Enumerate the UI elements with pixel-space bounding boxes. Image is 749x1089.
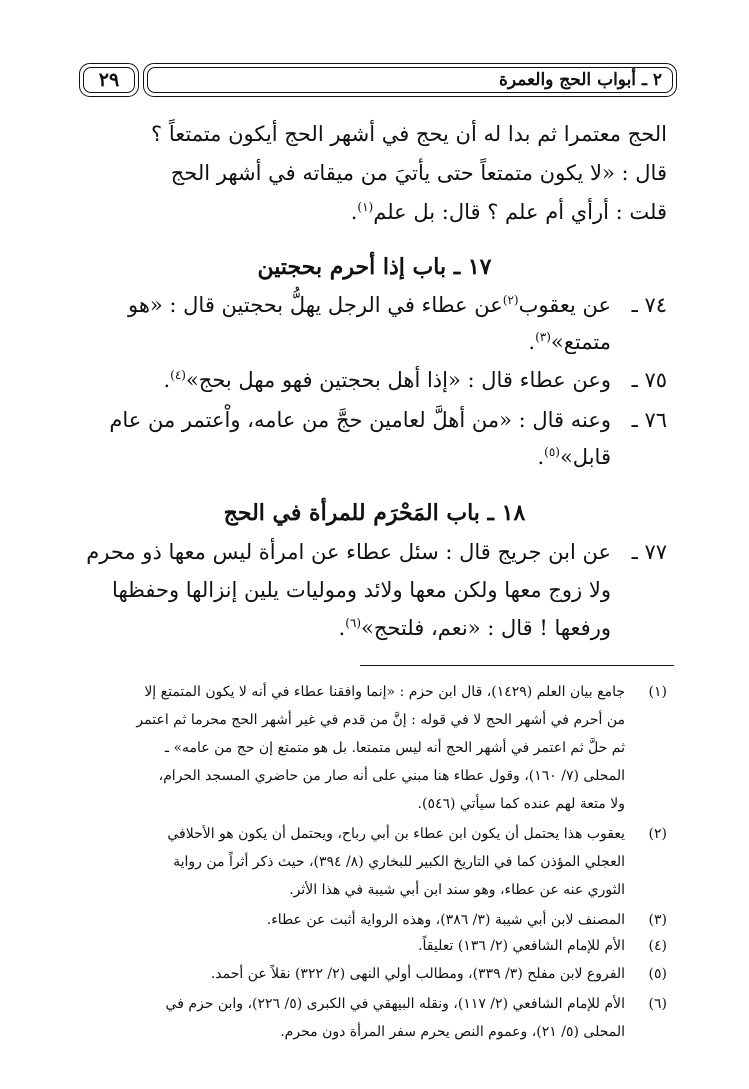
footnote-ref: (٢): [502, 293, 519, 307]
footnote-1-line-1: جامع بيان العلم (١٤٢٩)، قال ابن حزم : «إنما وافقنا عطاء في أنه لا يكون المتمتع إلا: [144, 684, 625, 700]
entry-text: متمتع»: [550, 330, 611, 354]
entry-77-line-2: ولا زوج معها ولكن معها ولائد وموليات يلين إنزالها وحفظها: [112, 578, 611, 602]
entry-74-line-1: [75, 293, 611, 318]
footnote-4-line-1: الأم للإمام الشافعي (٢/ ١٣٦) تعليقاً.: [418, 938, 625, 954]
section-title: ٢ ـ أبواب الحج والعمرة: [498, 70, 662, 90]
footnote-number: (٣): [648, 912, 667, 928]
footnote-number: (٦): [648, 996, 667, 1012]
intro-line-3: قلت : أرأي أم علم ؟ قال: بل علم$^{(١)}$.: [350, 200, 667, 224]
footnote-number: (٢): [648, 826, 667, 842]
footnote-separator: [360, 665, 674, 666]
intro-line-2: قال : «لا يكون متمتعاً حتى يأتيَ من ميقاته في أشهر الحج: [170, 161, 667, 185]
entry-text: وعن عطاء قال : «إذا أهل بحجتين فهو مهل بحج»: [185, 368, 611, 392]
entry-number: ٧٦ ـ: [631, 408, 667, 432]
footnote-ref: (٣): [535, 330, 551, 344]
chapter-heading-18: ١٨ ـ باب المَحْرَم للمرأة في الحج: [223, 500, 526, 526]
entry-77-line-3: ورفعها ! قال : «نعم، فلتحج»$^{(٦)}$.: [338, 616, 611, 640]
entry-75-line-1: وعن عطاء قال : «إذا أهل بحجتين فهو مهل بحج»$^{(٤)}$.: [163, 368, 611, 392]
footnote-2-line-2: العجلي المؤذن كما في التاريخ الكبير للبخاري (٨/ ٣٩٤)، حيث ذكر أثراً من رواية: [173, 854, 625, 870]
footnote-1-line-3: ثم حلَّ ثم اعتمر في أشهر الحج أنه ليس متمتعا. بل هو متمتع إن حج من عامه» ـ: [164, 740, 625, 756]
footnote-2-line-1: يعقوب هذا يحتمل أن يكون ابن عطاء بن أبي رباح، ويحتمل أن يكون هو الأحلافي: [167, 826, 625, 842]
running-header-title: [143, 63, 677, 97]
footnote-1-line-5: ولا متعة لهم عنده كما سيأتي (٥٤٦).: [417, 796, 625, 812]
footnote-ref: (٦): [345, 616, 362, 630]
footnote-ref: (٥): [544, 445, 560, 459]
entry-text: ورفعها ! قال : «نعم، فلتحج»: [361, 616, 611, 640]
footnote-1-line-4: المحلى (٧/ ١٦٠)، وقول عطاء هنا مبني على أنه صار من حاضري المسجد الحرام،: [158, 768, 625, 784]
footnote-number: (٤): [648, 938, 667, 954]
footnote-number: (١): [648, 684, 667, 700]
chapter-heading-17: ١٧ ـ باب إذا أحرم بحجتين: [257, 254, 492, 280]
footnote-5-line-1: الفروع لابن مفلح (٣/ ٣٣٩)، ومطالب أولي النهى (٢/ ٣٢٢) نقلاً عن أحمد.: [210, 966, 625, 982]
entry-text: قابل»: [559, 445, 611, 469]
footnote-number: (٥): [648, 966, 667, 982]
footnote-3-line-1: المصنف لابن أبي شيبة (٣/ ٣٨٦)، وهذه الرواية أثبت عن عطاء.: [266, 912, 625, 928]
entry-number: ٧٧ ـ: [631, 540, 667, 564]
footnote-6-line-2: المحلى (٥/ ٢١)، وعموم النص يحرم سفر المرأة دون محرم.: [280, 1024, 625, 1040]
footnote-ref: (٤): [170, 368, 186, 382]
page-number-box: [79, 63, 139, 97]
entry-text: عن يعقوب: [518, 293, 611, 317]
entry-text: عن عطاء في الرجل يهلُّ بحجتين قال : «هو: [127, 293, 503, 317]
entry-number: ٧٥ ـ: [631, 368, 667, 392]
entry-74-line-2: متمتع»$^{(٣)}$.: [528, 330, 611, 354]
page-number: ٢٩: [98, 69, 120, 91]
intro-line-3-text: قلت : أرأي أم علم ؟ قال: بل علم: [373, 200, 667, 224]
entry-76-line-2: قابل»$^{(٥)}$.: [537, 445, 611, 469]
footnote-1-line-2: من أحرم في أشهر الحج لا في قوله : إنَّ من قدم في غير أشهر الحج محرما ثم اعتمر: [136, 712, 625, 728]
footnote-6-line-1: الأم للإمام الشافعي (٢/ ١١٧)، ونقله البيهقي في الكبرى (٥/ ٢٢٦)، وابن حزم في: [165, 996, 625, 1012]
footnote-2-line-3: الثوري عنه عن عطاء، وهو سند ابن أبي شيبة في هذا الأثر.: [289, 882, 625, 898]
footnote-ref: (١): [357, 200, 374, 214]
entry-number: ٧٤ ـ: [631, 293, 667, 317]
intro-line-1: الحج معتمرا ثم بدا له أن يحج في أشهر الحج أيكون متمتعاً ؟: [151, 122, 667, 146]
entry-77-line-1: عن ابن جريج قال : سئل عطاء عن امرأة ليس معها ذو محرم: [86, 540, 611, 564]
entry-76-line-1: وعنه قال : «من أهلَّ لعامين حجَّ من عامه، واْعتمر من عام: [109, 408, 611, 432]
